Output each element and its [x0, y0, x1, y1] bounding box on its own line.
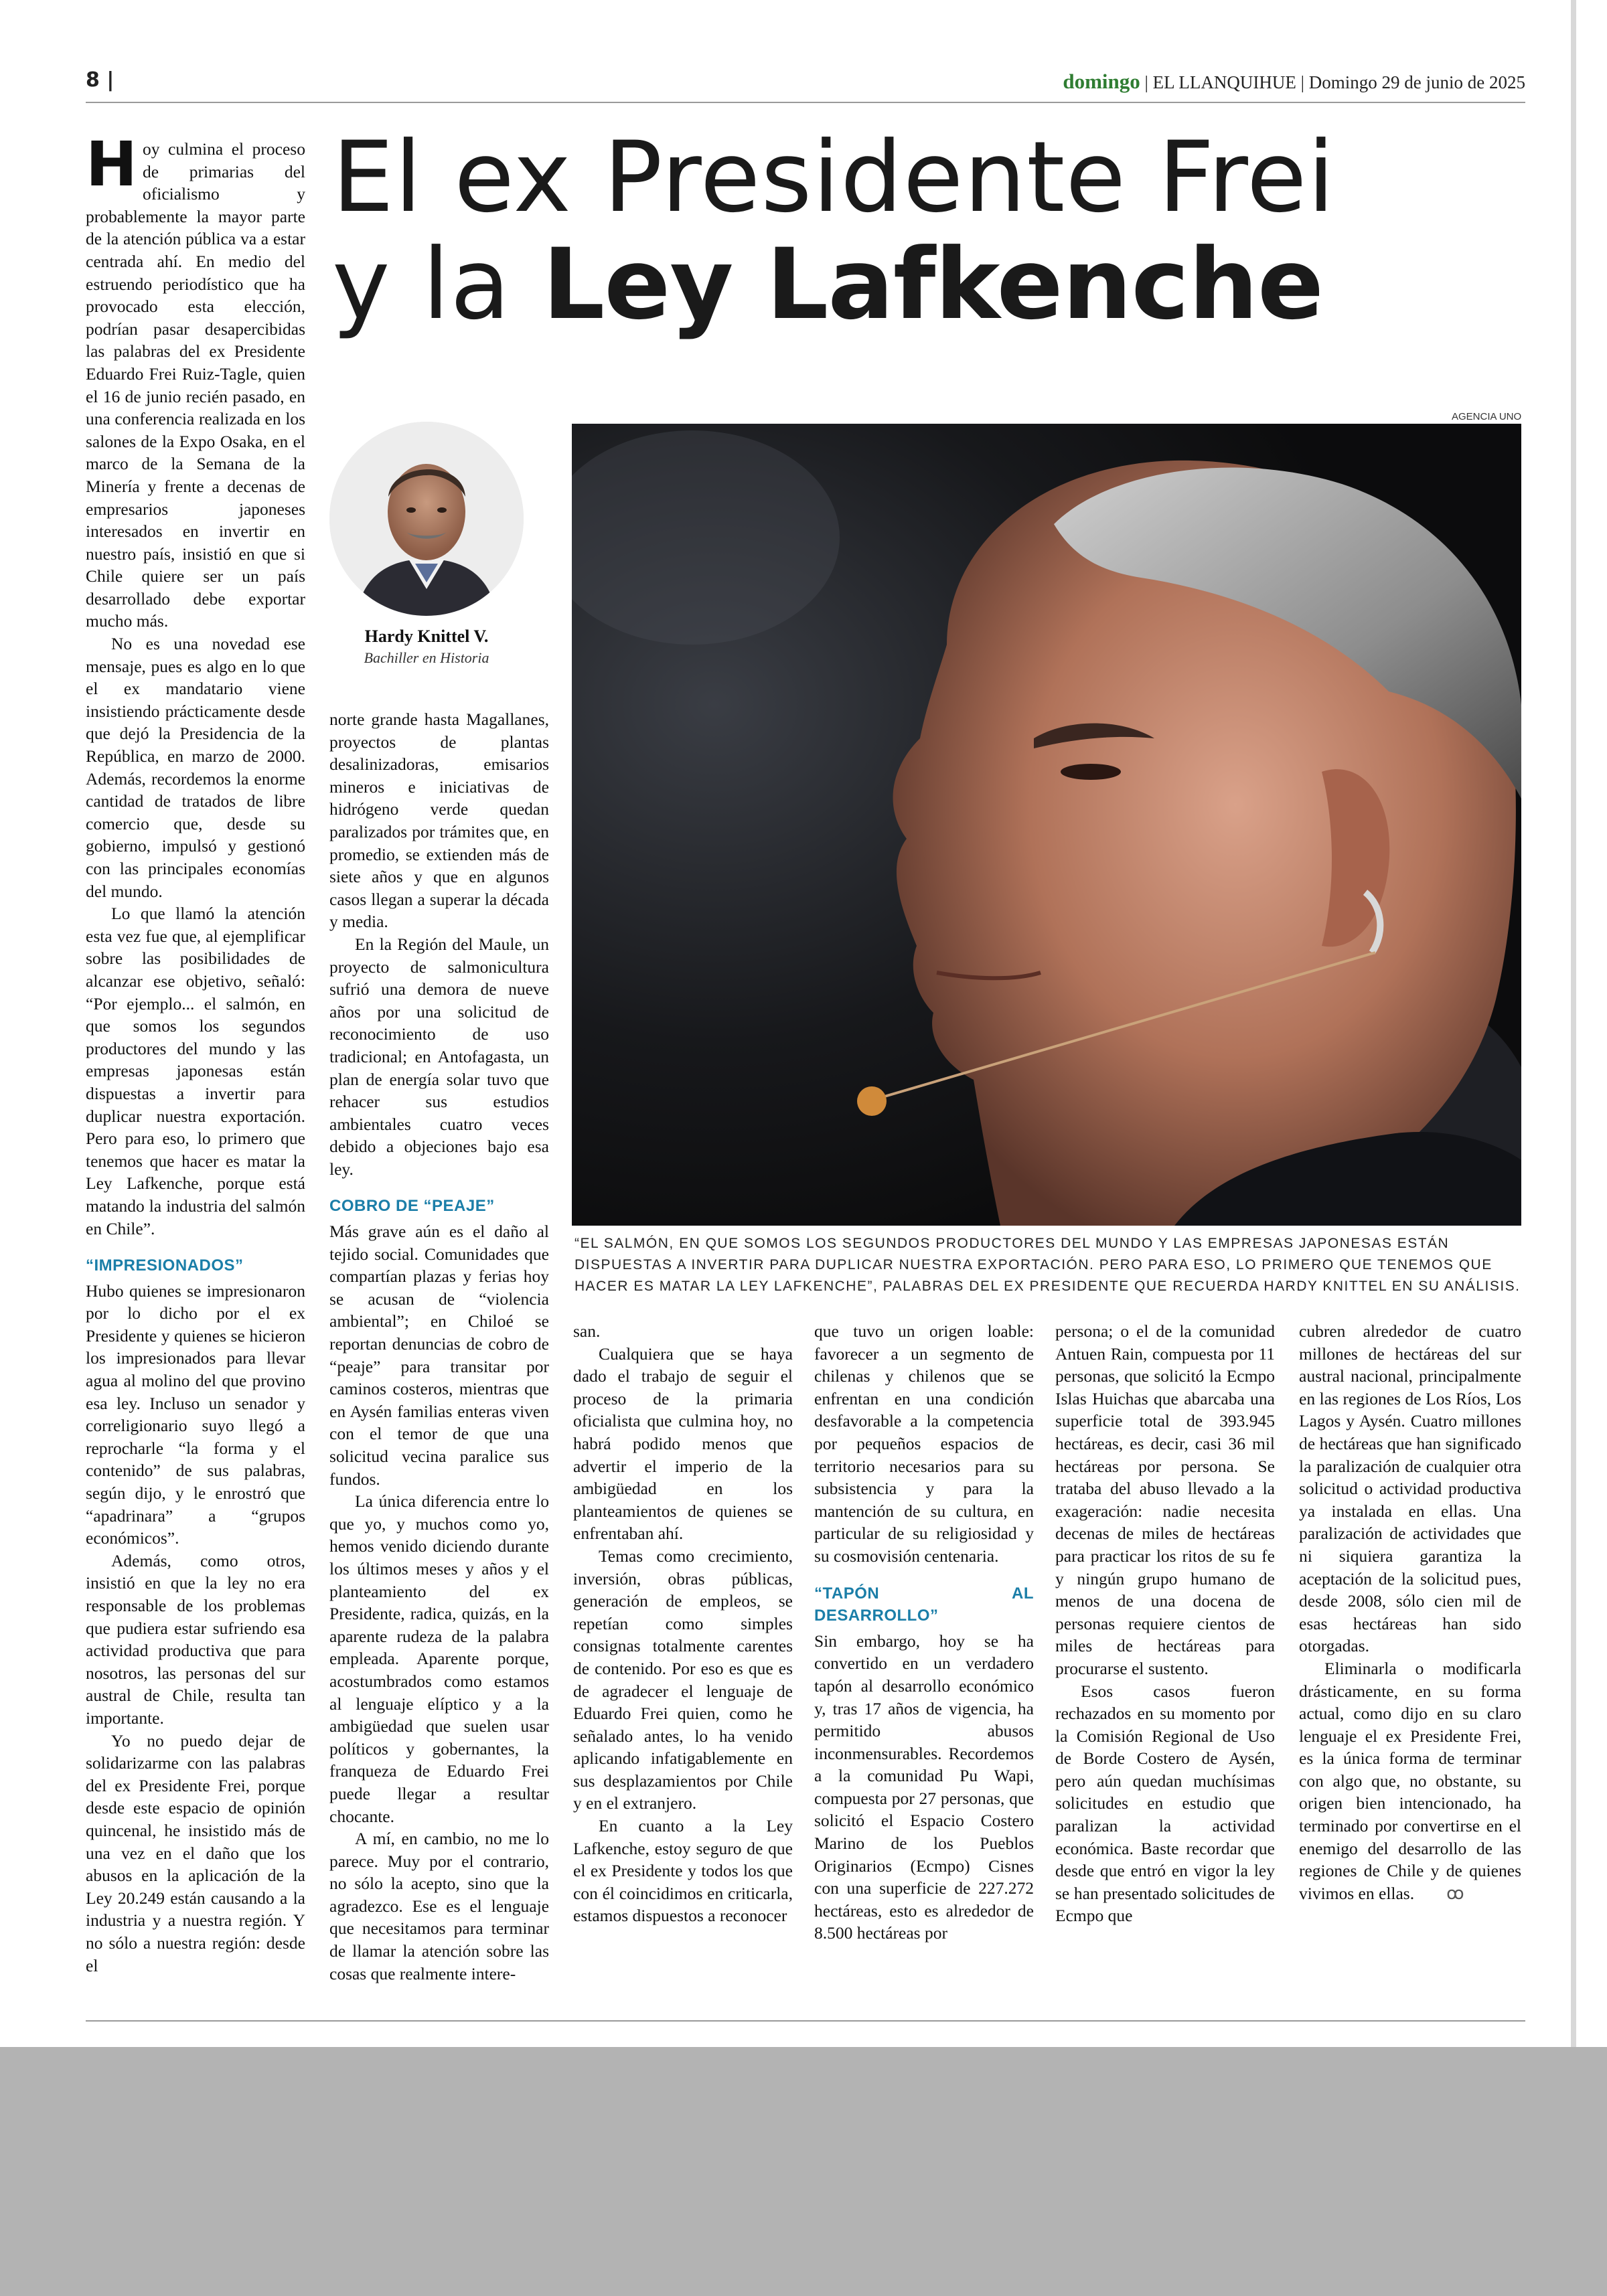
paragraph: En la Región del Maule, un proyecto de salmonicultura sufrió una demora de nueve años por una solicitud de reconocimiento de uso tradicional; en Antofagasta, un plan de energía solar tuvo que rehacer sus estudios ambientales cuatro veces debido a objeciones bajo esa ley.	[329, 934, 549, 1179]
paragraph: A mí, en cambio, no me lo parece. Muy por el contrario, no sólo la acepto, sino que la agradezco. Ese es el lenguaje que necesitamos para terminar de llamar la atención sobre las cosas que realmente intere-	[329, 1829, 549, 1983]
paragraph: cubren alrededor de cuatro millones de hectáreas del sur austral nacional, principalmente en las regiones de Los Ríos, Los Lagos y Aysén. Cuatro millones de hectáreas que han significado la paralización de cualquier otra solicitud o actividad productiva ya instalada en ellas. Una paralización de actividades que ni siquiera garantiza la aceptación de la solicitud pues, desde 2008, sólo cien mil de esas hectáreas han sido otorgadas.	[1299, 1321, 1521, 1656]
paragraph: No es una novedad ese mensaje, pues es algo en lo que el ex mandatario viene insistiendo prácticamente desde que dejó la Presidencia de la República, en marzo de 2000. Además, recordemos la enorme cantidad de tratados de libre comercio que, desde su gobierno, impulsó y gestionó con las principales economías del mundo.	[86, 634, 305, 901]
drop-cap: H	[86, 129, 137, 200]
portrait-photo-icon	[572, 424, 1521, 1226]
page-number: 8 |	[86, 68, 114, 92]
paragraph: norte grande hasta Magallanes, proyectos de plantas desalinizadoras, emisarios mineros e iniciativas de hidrógeno verde quedan paralizados por trámites que, en promedio, se extienden más de siete años y que en algunos casos llegan a superar la década y media.	[329, 710, 549, 932]
paragraph: que tuvo un origen loable: favorecer a un segmento de chilenas y chilenos que se enfrentan en una condición desfavorable a la competencia por pequeños espacios de territorio necesarios para su subsistencia y para la mantención de su cultura, en particular de su religiosidad y su cosmovisión centenaria.	[814, 1321, 1034, 1566]
paragraph: Eliminarla o modificarla drásticamente, en su forma actual, como dijo en su claro lenguaje el ex Presidente Frei, es la única forma de terminar con algo que, no obstante, su origen bien intencionado, ha terminado por convertirse en el enemigo del desarrollo de las regiones de Chile y de quienes vivimos en ellas. ꝏ	[1299, 1657, 1521, 1906]
page-margin	[1571, 0, 1607, 2047]
paragraph: san.	[573, 1321, 601, 1341]
author-role: Bachiller en Historia	[364, 649, 489, 666]
column-4	[814, 1320, 1034, 1945]
column-2	[329, 708, 549, 1985]
page-header: domingo | EL LLANQUIHUE | Domingo 29 de junio de 2025	[1063, 70, 1525, 93]
headline-line-2: y la Ley Lafkenche	[332, 228, 1324, 341]
newspaper-name: EL LLANQUIHUE	[1152, 72, 1296, 92]
paragraph: Hubo quienes se impresionaron por lo dicho por el ex Presidente y quienes se hicieron los impresionados para llevar agua al molino del que provino esa ley. Incluso un senador y correligionario suyo llegó a reprocharle “la forma y el contenido” de sus palabras, según dijo, y le enrostró que “apadrinara” a “grupos económicos”.	[86, 1281, 305, 1548]
paragraph: Temas como crecimiento, inversión, obras públicas, generación de empleos, se repetían como simples consignas totalmente carentes de contenido. Por eso es que es de agradecer el lenguaje de Eduardo Frei quien, como he señalado antes, lo ha venido aplicando infatigablemente en sus desplazamientos por Chile y en el extranjero.	[573, 1546, 793, 1813]
column-6	[1299, 1320, 1521, 1905]
paragraph: La única diferencia entre lo que yo, y muchos como yo, hemos venido diciendo durante los últimos meses y años y el planteamiento del ex Presidente, radica, quizás, en la aparente rudeza de la palabra empleada. Aparente porque, acostumbrados como estamos al lenguaje elíptico y a la ambigüedad que suelen usar políticos y gobernantes, la franqueza de Eduardo Frei puede llegar a resultar chocante.	[329, 1491, 549, 1826]
paragraph: Más grave aún es el daño al tejido social. Comunidades que compartían plazas y ferias hoy se acusan de “violencia ambiental”; en Chiloé se reportan denuncias de cobro de “peaje” para transitar por caminos costeros, mientras que en Aysén familias enteras viven con el temor de que una solicitud vecina paralice sus fundos.	[329, 1222, 549, 1489]
main-photo	[572, 424, 1521, 1226]
paragraph: Esos casos fueron rechazados en su momento por la Comisión Regional de Uso de Borde Costero de Aysén, pero aún quedan muchísimas solicitudes en estudio que paralizan la actividad económica. Baste recordar que desde que entró en vigor la ley se han presentado solicitudes de Ecmpo que	[1055, 1681, 1275, 1926]
footer-rule	[86, 2020, 1525, 2022]
paragraph: Yo no puedo dejar de solidarizarme con las palabras del ex Presidente Frei, porque desde este espacio de opinión quincenal, he insistido más de una vez en el daño que los abusos en la aplicación de la Ley 20.249 están causando a la industria y a nuestra región. Y no sólo a nuestra región: desde el	[86, 1730, 305, 1975]
author-avatar	[329, 422, 524, 616]
subheading: COBRO DE “PEAJE”	[329, 1197, 495, 1216]
paragraph: Cualquiera que se haya dado el trabajo de seguir el proceso de la primaria oficialista que culmina hoy, no habrá podido menos que advertir el imperio de la ambigüedad en los planteamientos de quienes se enfrentaban ahí.	[573, 1343, 793, 1544]
paragraph: Sin embargo, hoy se ha convertido en un verdadero tapón al desarrollo económico y, tras 17 años de vigencia, ha permitido abusos inconmensurables. Recordemos a la comunidad Pu Wapi, compuesta por 27 personas, que solicitó el Espacio Costero Marino de los Pueblos Originarios (Ecmpo) Cisnes con una superficie de 227.272 hectáreas, esto es alrededor de 8.500 hectáreas por	[814, 1631, 1034, 1943]
end-of-article-icon: ꝏ	[1446, 1883, 1464, 1904]
author-box	[329, 422, 524, 667]
paragraph: Lo que llamó la atención esta vez fue que, al ejemplificar sobre las posibilidades de alcanzar ese objetivo, señaló: “Por ejemplo... el salmón, en que somos los segundos productores del mundo y las empresas japonesas están dispuestas a invertir para duplicar nuestra exportación. Pero para eso, lo primero que tenemos que hacer es matar la Ley Lafkenche, porque está matando la industria del salmón en Chile”.	[86, 904, 305, 1238]
headline	[332, 120, 1531, 341]
column-5	[1055, 1320, 1275, 1927]
subheading: “TAPÓN AL DESARROLLO”	[814, 1584, 1034, 1625]
paragraph: persona; o el de la comunidad Antuen Rain, compuesta por 11 personas, que solicitó la Ecmpo Islas Huichas que abarcaba una superficie total de 393.945 hectáreas, es decir, casi 36 mil hectáreas por persona. Se trataba del abuso llevado a la exageración: nadie necesita decenas de miles de hectáreas para practicar los ritos de su fe y ningún grupo humano de menos de una docena de personas requiere cientos de miles de hectáreas para procurarse el sustento.	[1055, 1321, 1275, 1678]
section-name: domingo	[1063, 70, 1140, 93]
author-name: Hardy Knittel V.	[364, 627, 489, 646]
page-edge	[1571, 0, 1576, 2047]
paragraph: En cuanto a la Ley Lafkenche, estoy seguro de que el ex Presidente y todos los que con él coincidimos en criticarla, estamos dispuestos a reconocer	[573, 1816, 793, 1926]
author-portrait-icon	[329, 422, 524, 616]
column-3	[573, 1320, 793, 1927]
headline-emphasis: Ley Lafkenche	[542, 228, 1324, 341]
issue-date: Domingo 29 de junio de 2025	[1308, 72, 1525, 92]
subheading: “IMPRESIONADOS”	[86, 1256, 244, 1275]
photo-credit: AGENCIA UNO	[1452, 411, 1522, 422]
column-1	[86, 129, 305, 1977]
paragraph: Además, como otros, insistió en que la ley no era responsable de los problemas que pudiera estar sufriendo esa actividad productiva que para nosotros, las personas del sur austral de Chile, resulta tan importante.	[86, 1550, 305, 1728]
photo-caption: “EL SALMÓN, EN QUE SOMOS LOS SEGUNDOS PRODUCTORES DEL MUNDO Y LAS EMPRESAS JAPONESAS ESTÁN DISPUESTAS A INVERTIR PARA DUPLICAR NUESTRA EXPORTACIÓN. PERO PARA ESO, LO PRIMERO QUE TENEMOS QUE HACER ES MATAR LA LEY LAFKENCHE”, PALABRAS DEL EX PRESIDENTE QUE RECUERDA HARDY KNITTEL EN SU ANÁLISIS.	[575, 1236, 1521, 1294]
paragraph: Hoy culmina el proceso de primarias del oficialismo y probablemente la mayor parte de la atención pública va a estar centrada ahí. En medio del estruendo periodístico que ha provocado esta elección, podrían pasar desapercibidas las palabras del ex Presidente Eduardo Frei Ruiz-Tagle, quien el 16 de junio recién pasado, en una conferencia realizada en los salones de la Expo Osaka, en el marco de la Semana de la Minería y frente a decenas de empresarios japoneses interesados en invertir en nuestro país, insistió en que si Chile quiere ser un país desarrollado debe exportar mucho más.	[86, 129, 305, 631]
headline-line-1: El ex Presidente Frei	[332, 120, 1336, 234]
header-rule	[86, 102, 1525, 103]
